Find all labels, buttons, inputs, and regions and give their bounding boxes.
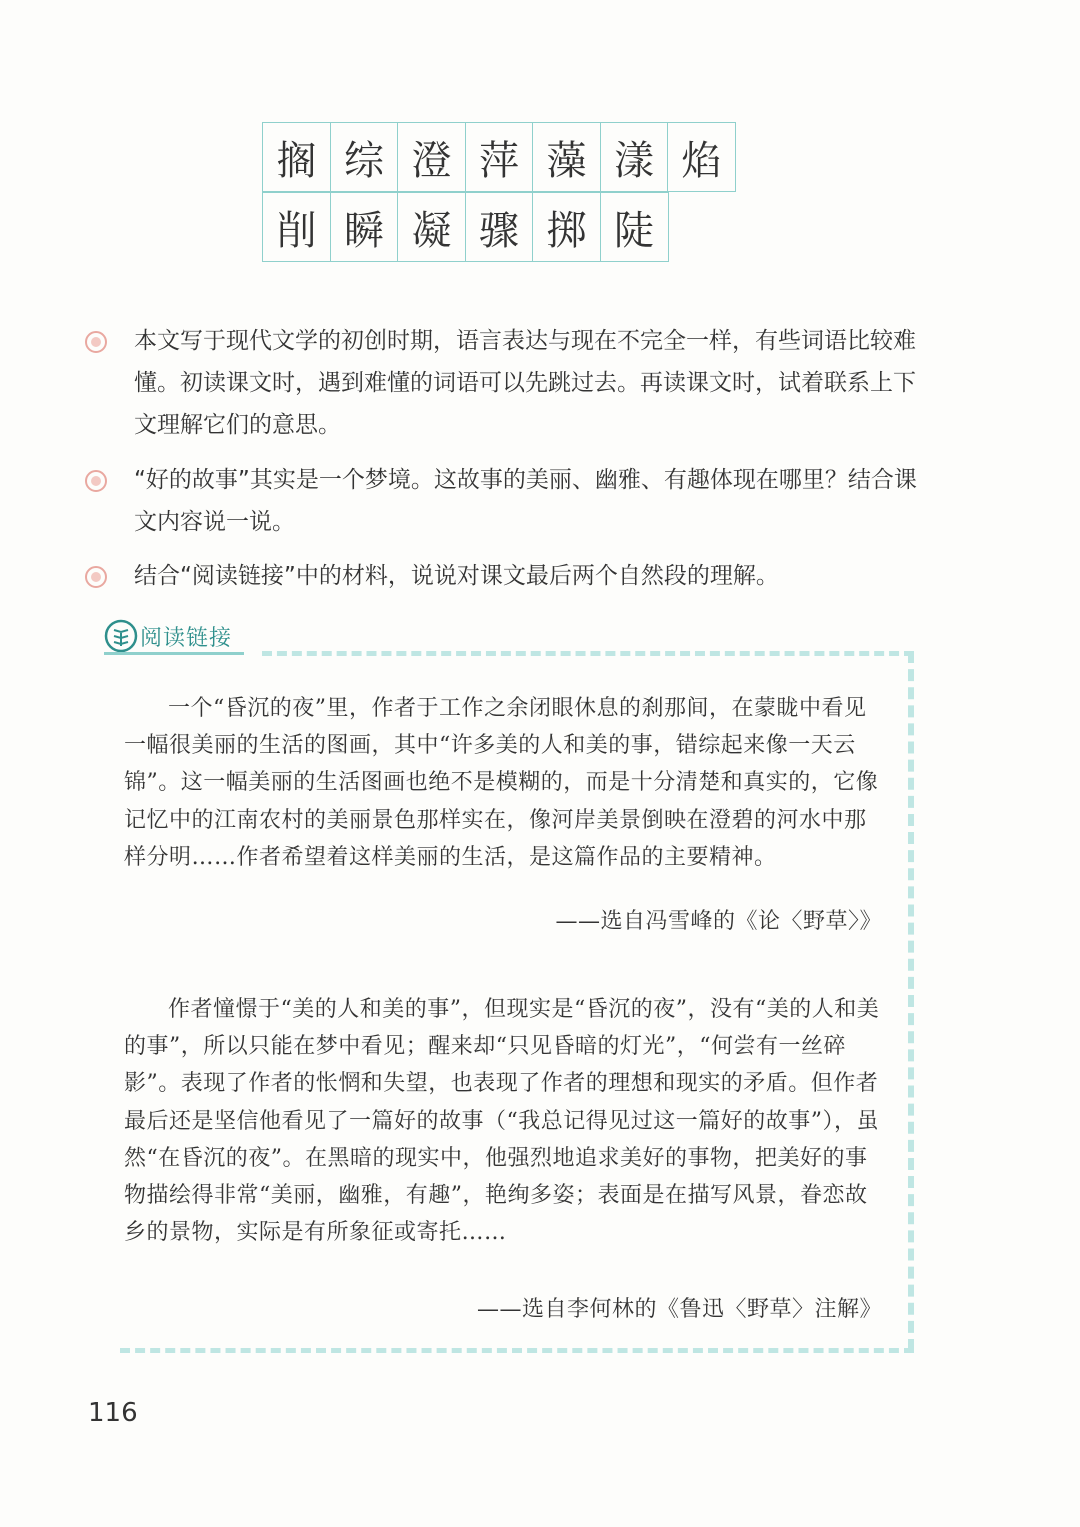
- char-cell: 凝: [397, 192, 466, 262]
- char-cell: 萍: [465, 122, 534, 192]
- reading-link-title: 阅读链接: [140, 626, 233, 651]
- char-cell: 瞬: [330, 192, 399, 262]
- bullet-seal-icon: [84, 330, 108, 354]
- book-icon: [104, 619, 138, 653]
- source-citation-1: ——选自冯雪峰的《论〈野草〉》: [555, 909, 882, 934]
- reading-paragraph-2: 作者憧憬于“美的人和美的事”，但现实是“昏沉的夜”，没有“美的人和美的事”，所以只能在梦中看见；醒来却“只见昏暗的灯光”，“何尝有一丝碎影”。表现了作者的怅惘和失望，也表现了作者的理想和现实的矛盾。但作者最后还是坚信他看见了一篇好的故事（“我总记得见过这一篇好的故事”），虽然“在昏沉的夜”。在黑暗的现实中，他强烈地追求美好的事物，把美好的事物描绘得非常“美丽，幽雅，有趣”，艳绚多姿；表面是在描写风景，眷恋故乡的景物，实际是有所象征或寄托……: [124, 997, 880, 1246]
- box-border-top: [262, 651, 914, 656]
- page-number: 116: [88, 1398, 138, 1428]
- char-cell: 漾: [600, 122, 669, 192]
- char-cell: 陡: [600, 192, 669, 262]
- box-border-right: [908, 651, 914, 1351]
- bullet-seal-icon: [84, 565, 108, 589]
- char-cell: 掷: [532, 192, 601, 262]
- char-cell: 搁: [262, 122, 331, 192]
- question-text: 结合“阅读链接”中的材料，说说对课文最后两个自然段的理解。: [134, 563, 779, 589]
- reading-link-header: [104, 617, 254, 657]
- reading-paragraph-1: 一个“昏沉的夜”里，作者于工作之余闭眼休息的刹那间，在蒙眬中看见一幅很美丽的生活的图画，其中“许多美的人和美的事，错综起来像一天云锦”。这一幅美丽的生活图画也绝不是模糊的，而是十分清楚和真实的，它像记忆中的江南农村的美丽景色那样实在，像河岸美景倒映在澄碧的河水中那样分明……作者希望着这样美丽的生活，是这篇作品的主要精神。: [124, 696, 879, 870]
- char-row-1: [262, 122, 735, 192]
- header-underline: [104, 652, 244, 655]
- char-cell: 焰: [667, 122, 736, 192]
- new-characters-grid: [262, 122, 746, 264]
- question-text: 本文写于现代文学的初创时期，语言表达与现在不完全一样，有些词语比较难懂。初读课文时，遇到难懂的词语可以先跳过去。再读课文时，试着联系上下文理解它们的意思。: [134, 328, 916, 438]
- char-row-2: [262, 192, 667, 262]
- char-cell: 藻: [532, 122, 601, 192]
- char-cell: 削: [262, 192, 331, 262]
- question-text: “好的故事”其实是一个梦境。这故事的美丽、幽雅、有趣体现在哪里？结合课文内容说一说。: [134, 467, 917, 535]
- bullet-seal-icon: [84, 469, 108, 493]
- char-cell: 澄: [397, 122, 466, 192]
- char-cell: 综: [330, 122, 399, 192]
- box-border-bottom: [120, 1348, 914, 1353]
- char-cell: 骤: [465, 192, 534, 262]
- source-citation-2: ——选自李何林的《鲁迅〈野草〉注解》: [476, 1297, 882, 1322]
